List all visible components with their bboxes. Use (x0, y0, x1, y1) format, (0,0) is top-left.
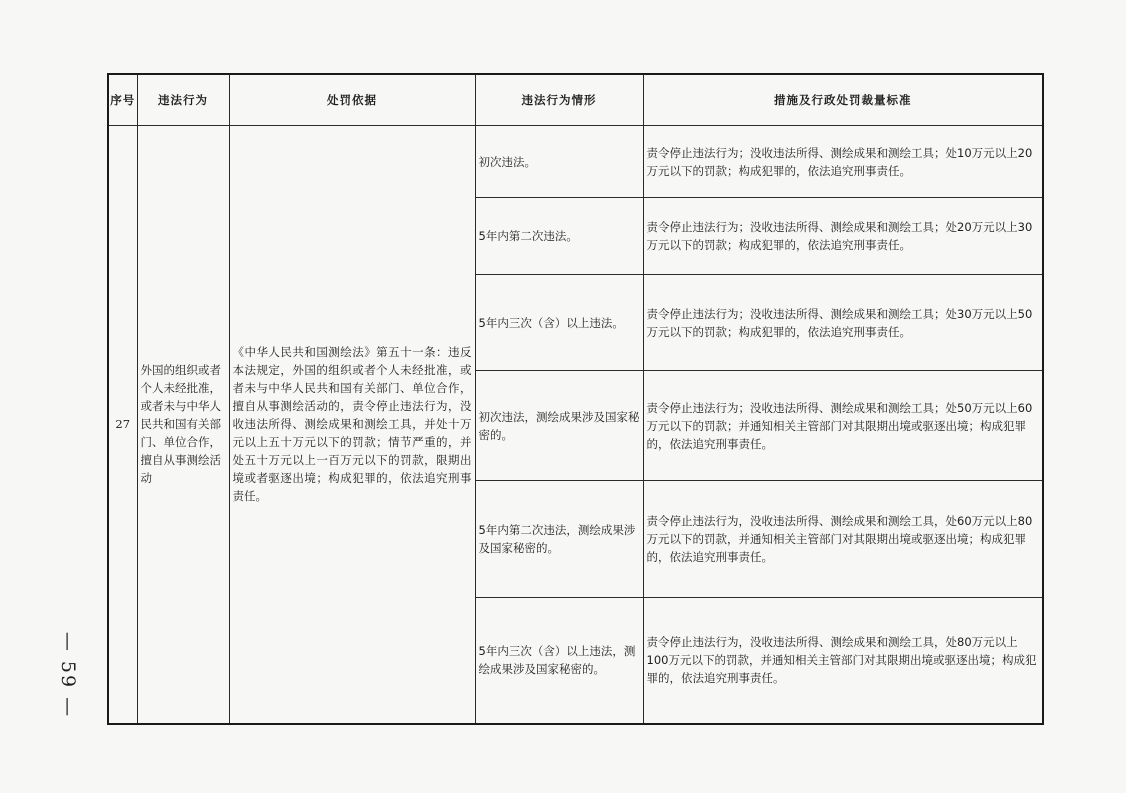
header-violation: 违法行为 (137, 74, 229, 126)
situation-cell: 初次违法。 (475, 126, 643, 198)
violation-cell: 外国的组织或者个人未经批准，或者未与中华人民共和国有关部门、单位合作，擅自从事测绘活动 (137, 126, 229, 724)
header-serial: 序号 (108, 74, 137, 126)
table-header-row (108, 74, 1043, 126)
page-number-text: — 59 — (57, 631, 80, 719)
situation-cell: 5年内三次（含）以上违法，测绘成果涉及国家秘密的。 (475, 598, 643, 724)
standard-cell: 责令停止违法行为；没收违法所得、测绘成果和测绘工具；处20万元以上30万元以下的罚款；构成犯罪的，依法追究刑事责任。 (643, 198, 1043, 275)
standard-cell: 责令停止违法行为，没收违法所得、测绘成果和测绘工具，处60万元以上80万元以下的罚款，并通知相关主管部门对其限期出境或驱逐出境；构成犯罪的，依法追究刑事责任。 (643, 481, 1043, 598)
basis-cell: 《中华人民共和国测绘法》第五十一条：违反本法规定，外国的组织或者个人未经批准，或者未与中华人民共和国有关部门、单位合作，擅自从事测绘活动的，责令停止违法行为，没收违法所得、测绘成果和测绘工具，并处十万元以上五十万元以下的罚款；情节严重的，并处五十万元以上一百万元以下的罚款，限期出境或者驱逐出境；构成犯罪的，依法追究刑事责任。 (229, 126, 475, 724)
header-standard: 措施及行政处罚裁量标准 (643, 74, 1043, 126)
page-number (48, 620, 88, 730)
standard-cell: 责令停止违法行为；没收违法所得、测绘成果和测绘工具；处30万元以上50万元以下的罚款；构成犯罪的，依法追究刑事责任。 (643, 275, 1043, 371)
standard-cell: 责令停止违法行为；没收违法所得、测绘成果和测绘工具；处10万元以上20万元以下的罚款；构成犯罪的，依法追究刑事责任。 (643, 126, 1043, 198)
standard-cell: 责令停止违法行为；没收违法所得、测绘成果和测绘工具；处50万元以上60万元以下的罚款；并通知相关主管部门对其限期出境或驱逐出境；构成犯罪的，依法追究刑事责任。 (643, 371, 1043, 481)
header-situation: 违法行为情形 (475, 74, 643, 126)
situation-cell: 5年内第二次违法，测绘成果涉及国家秘密的。 (475, 481, 643, 598)
situation-cell: 初次违法，测绘成果涉及国家秘密的。 (475, 371, 643, 481)
penalty-table (107, 73, 1044, 725)
standard-cell: 责令停止违法行为，没收违法所得、测绘成果和测绘工具，处80万元以上100万元以下的罚款，并通知相关主管部门对其限期出境或驱逐出境；构成犯罪的，依法追究刑事责任。 (643, 598, 1043, 724)
header-basis: 处罚依据 (229, 74, 475, 126)
situation-cell: 5年内三次（含）以上违法。 (475, 275, 643, 371)
table-row (108, 126, 1043, 198)
situation-cell: 5年内第二次违法。 (475, 198, 643, 275)
serial-cell: 27 (108, 126, 137, 724)
